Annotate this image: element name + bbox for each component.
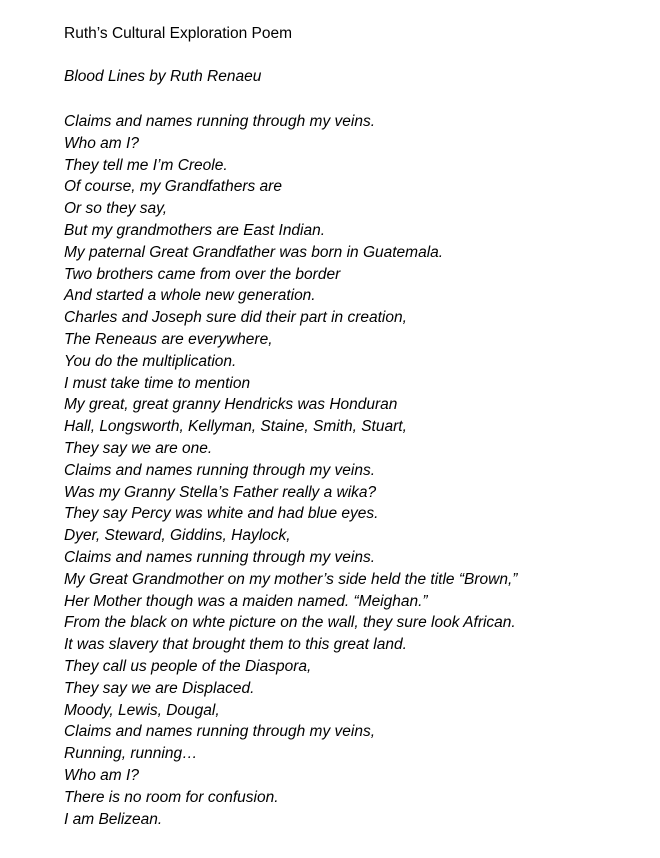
poem-line: Claims and names running through my veins, bbox=[64, 723, 376, 741]
poem-line: Who am I? bbox=[64, 134, 139, 152]
poem-line: Claims and names running through my veins. bbox=[64, 113, 376, 130]
poem-line: Dyer, Steward, Giddins, Haylock, bbox=[64, 527, 291, 545]
poem-line: They say we are one. bbox=[64, 439, 213, 457]
poem-line: They call us people of the Diaspora, bbox=[64, 657, 312, 675]
poem-line: My Great Grandmother on my mother’s side held the title “Brown,” bbox=[64, 570, 518, 588]
poem-line: Moody, Lewis, Dougal, bbox=[64, 701, 220, 719]
poem-line: And started a whole new generation. bbox=[64, 287, 316, 305]
poem-line: But my grandmothers are East Indian. bbox=[64, 221, 326, 239]
poem-line: They tell me I’m Creole. bbox=[64, 156, 228, 174]
poem-line: They say we are Displaced. bbox=[64, 679, 255, 697]
poem-line: You do the multiplication. bbox=[64, 352, 237, 370]
poem-line: Her Mother though was a maiden named. “Meighan.” bbox=[64, 592, 428, 610]
poem-line: It was slavery that brought them to this great land. bbox=[64, 636, 407, 654]
poem-line: They say Percy was white and had blue eyes. bbox=[64, 505, 379, 523]
poem-line: Who am I? bbox=[64, 766, 139, 784]
poem-line: Two brothers came from over the border bbox=[64, 265, 341, 283]
poem-line: Claims and names running through my veins. bbox=[64, 548, 376, 566]
poem-line: I must take time to mention bbox=[64, 374, 251, 392]
poem-line: Charles and Joseph sure did their part in creation, bbox=[64, 309, 407, 327]
poem-line: My great, great granny Hendricks was Honduran bbox=[64, 396, 398, 414]
poem-line: Claims and names running through my veins. bbox=[64, 461, 376, 479]
poem-line: My paternal Great Grandfather was born in Guatemala. bbox=[64, 243, 444, 261]
poem-line: Running, running… bbox=[64, 745, 198, 763]
document-title: Ruth’s Cultural Exploration Poem bbox=[64, 25, 293, 42]
poem-line: I am Belizean. bbox=[64, 810, 163, 828]
poem-line: The Reneaus are everywhere, bbox=[64, 330, 273, 348]
poem-line: Hall, Longsworth, Kellyman, Staine, Smith, Stuart, bbox=[64, 418, 407, 436]
poem-line: Or so they say, bbox=[64, 200, 168, 218]
poem-line: Of course, my Grandfathers are bbox=[64, 178, 282, 196]
poem-line: There is no room for confusion. bbox=[64, 788, 279, 806]
poem-line: Was my Granny Stella’s Father really a wika? bbox=[64, 483, 377, 501]
poem-heading: Blood Lines by Ruth Renaeu bbox=[64, 68, 262, 85]
poem-body bbox=[64, 111, 517, 830]
poem-line: From the black on whte picture on the wall, they sure look African. bbox=[64, 614, 516, 632]
